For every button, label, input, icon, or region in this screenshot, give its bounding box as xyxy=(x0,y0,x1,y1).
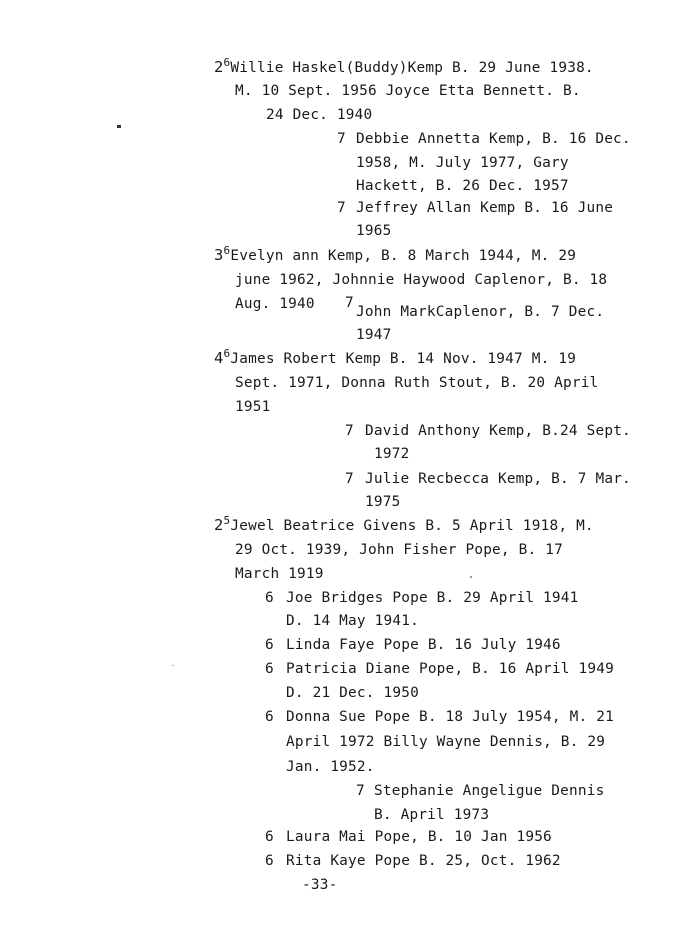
entry-debbie-line-1: Debbie Annetta Kemp, B. 16 Dec. xyxy=(356,131,631,147)
entry-linda-gen: 6 xyxy=(265,637,274,653)
entry-stephanie-gen: 7 xyxy=(356,783,365,799)
entry-james-line-2: Sept. 1971, Donna Ruth Stout, B. 20 April xyxy=(235,375,599,391)
entry-debbie-line-2: 1958, M. July 1977, Gary xyxy=(356,155,569,171)
entry-john-gen: 7 xyxy=(345,295,354,311)
entry-jewel-line-2: 29 Oct. 1939, John Fisher Pope, B. 17 xyxy=(235,542,563,558)
entry-julie-gen: 7 xyxy=(345,471,354,487)
entry-joe-gen: 6 xyxy=(265,590,274,606)
entry-david-line-2: 1972 xyxy=(374,446,410,462)
entry-stephanie-line-2: B. April 1973 xyxy=(374,807,490,823)
entry-laura-gen: 6 xyxy=(265,829,274,845)
entry-debbie-line-3: Hackett, B. 26 Dec. 1957 xyxy=(356,178,569,194)
scan-speck xyxy=(117,125,121,128)
entry-jeffrey-line-2: 1965 xyxy=(356,223,392,239)
entry-donna-line-1: Donna Sue Pope B. 18 July 1954, M. 21 xyxy=(286,709,614,725)
entry-evelyn-line-2: june 1962, Johnnie Haywood Caplenor, B. 18 xyxy=(235,272,608,288)
page-number: -33- xyxy=(302,877,338,893)
entry-patricia-gen: 6 xyxy=(265,661,274,677)
entry-rita-line-1: Rita Kaye Pope B. 25, Oct. 1962 xyxy=(286,853,561,869)
entry-willie-line-2: M. 10 Sept. 1956 Joyce Etta Bennett. B. xyxy=(235,83,581,99)
entry-julie-line-1: Julie Recbecca Kemp, B. 7 Mar. xyxy=(365,471,631,487)
entry-david-gen: 7 xyxy=(345,423,354,439)
entry-david-line-1: David Anthony Kemp, B.24 Sept. xyxy=(365,423,631,439)
entry-joe-line-1: Joe Bridges Pope B. 29 April 1941 xyxy=(286,590,579,606)
entry-john-line-1: John MarkCaplenor, B. 7 Dec. xyxy=(356,304,605,320)
entry-donna-line-3: Jan. 1952. xyxy=(286,759,375,775)
entry-debbie-gen: 7 xyxy=(337,131,346,147)
scan-speck xyxy=(470,576,472,578)
entry-laura-line-1: Laura Mai Pope, B. 10 Jan 1956 xyxy=(286,829,552,845)
entry-patricia-line-1: Patricia Diane Pope, B. 16 April 1949 xyxy=(286,661,614,677)
entry-james-line-1: $4^6James$ Robert Kemp B. 14 Nov. 1947 M. 19 xyxy=(214,347,577,367)
entry-evelyn-line-3: Aug. 1940 xyxy=(235,296,315,312)
entry-john-line-2: 1947 xyxy=(356,327,392,343)
entry-joe-line-2: D. 14 May 1941. xyxy=(286,613,419,629)
entry-jeffrey-line-1: Jeffrey Allan Kemp B. 16 June xyxy=(356,200,614,216)
entry-evelyn-line-1: $3^6Evelyn$ ann Kemp, B. 8 March 1944, M. 29 xyxy=(214,244,577,264)
scan-speck xyxy=(172,665,174,666)
entry-julie-line-2: 1975 xyxy=(365,494,401,510)
entry-jewel-line-1: $2^5Jewel$ Beatrice Givens B. 5 April 1918, M. xyxy=(214,514,594,534)
entry-donna-line-2: April 1972 Billy Wayne Dennis, B. 29 xyxy=(286,734,606,750)
entry-linda-line-1: Linda Faye Pope B. 16 July 1946 xyxy=(286,637,561,653)
entry-jeffrey-gen: 7 xyxy=(337,200,346,216)
entry-patricia-line-2: D. 21 Dec. 1950 xyxy=(286,685,419,701)
entry-donna-gen: 6 xyxy=(265,709,274,725)
entry-stephanie-line-1: Stephanie Angeligue Dennis xyxy=(374,783,605,799)
entry-james-line-3: 1951 xyxy=(235,399,271,415)
entry-jewel-line-3: March 1919 xyxy=(235,566,324,582)
entry-willie-line-1: $2^6Willie$ Haskel(Buddy)Kemp B. 29 June 1938. xyxy=(214,56,594,76)
entry-willie-line-3: 24 Dec. 1940 xyxy=(266,107,373,123)
entry-rita-gen: 6 xyxy=(265,853,274,869)
